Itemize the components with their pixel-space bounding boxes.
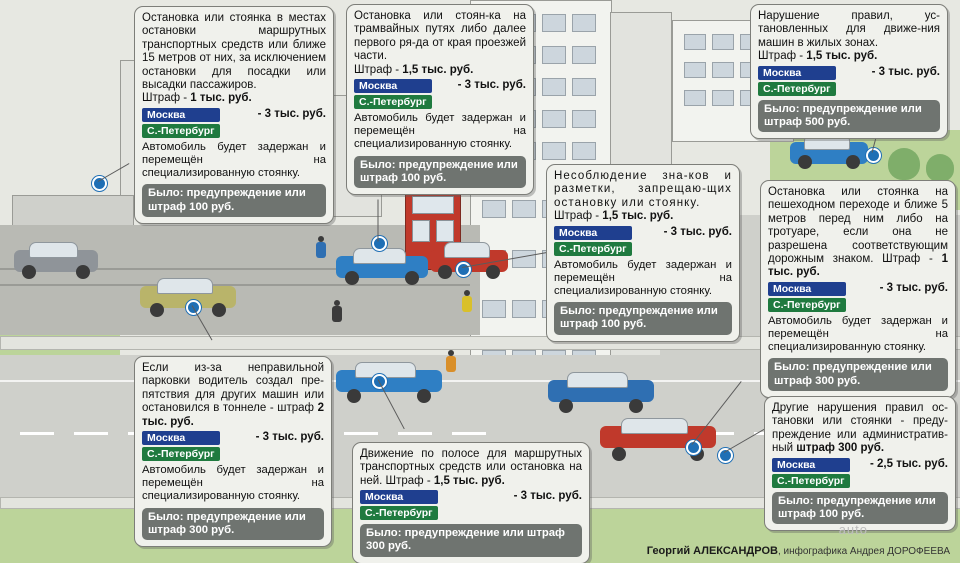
callout-tram-tracks[interactable] [346,4,534,195]
tag-moscow: Москва [360,490,438,504]
window [572,110,596,128]
callout-other-violations[interactable] [764,396,956,531]
window [572,46,596,64]
window [712,34,734,50]
fine-value: штраф 300 руб. [796,442,885,455]
fine-value: 1,5 тыс. руб. [402,63,474,76]
window [684,90,706,106]
callout-text-span: Если из-за неправильной парковки водитель создал пре-пятствия для других машин или остановился в тоннеле - штраф [142,362,324,415]
price-moscow: - 3 тыс. руб. [513,490,582,503]
city-prices [758,66,940,96]
lane-dash [452,432,486,435]
callout-text: Несоблюдение зна-ков и разметки, запрещаю-щих остановку или стоянку. [554,170,732,209]
lane-dash [20,432,54,435]
car-blue-upper [336,248,428,280]
fine-label: Штраф - [142,92,188,105]
city-prices [554,226,732,256]
car-blue-lower-left [336,362,442,398]
pedestrian [462,290,472,312]
city-prices [354,79,526,109]
marker-signs-markings[interactable] [456,262,471,277]
price-moscow: - 2,5 тыс. руб. [869,457,948,470]
callout-old-penalty: Было: предупреждение или штраф 300 руб. [360,524,582,556]
window [542,14,566,32]
fine-value: 1 тыс. руб. [190,92,252,105]
marker-public-transport-stop[interactable] [92,176,107,191]
callout-old-penalty: Было: предупреждение или штраф 300 руб. [768,358,948,390]
tag-spb: С.-Петербург [758,82,836,96]
window [712,62,734,78]
window [684,62,706,78]
tag-spb: С.-Петербург [360,506,438,520]
fine-label: Штраф - [758,50,804,63]
callout-old-penalty: Было: предупреждение или штраф 300 руб. [142,508,324,540]
window [542,46,566,64]
tram-window [412,196,454,214]
tag-moscow: Москва [142,108,220,122]
lane-dash [398,432,432,435]
callout-text [360,448,582,488]
callout-text-span: Остановка или стоянка на пешеходном переходе и ближе 5 метров перед ним либо на тротуаре, если она не разрешена соответствующим дорожным знаком. Штраф - [768,186,948,266]
window [684,34,706,50]
tag-moscow: Москва [772,458,850,472]
callout-fine-line [554,210,732,223]
callout-text: Остановка или стоянка в местах остановки маршрутных транспортных средств или ближе 15 метров от них, за исключением остановки для посадки или высадки пассажиров. [142,12,326,92]
callout-text-span: Другие нарушения правил ос-тановки или стоянки - преду-преждение или административ-ный [772,402,948,455]
window [712,90,734,106]
fine-label: Штраф - [554,210,600,223]
city-prices [360,490,582,520]
window [542,110,566,128]
leader-line [378,200,379,242]
tag-spb: С.-Петербург [354,95,432,109]
tag-spb: С.-Петербург [554,242,632,256]
window [542,78,566,96]
tree [888,148,920,180]
fine-value: 1,5 тыс. руб. [602,210,674,223]
window [512,300,536,318]
callout-text [768,186,948,280]
pedestrian [332,300,342,322]
credit-author: Георгий АЛЕКСАНДРОВ [646,545,778,557]
tag-spb: С.-Петербург [142,447,220,461]
callout-fine-line [354,64,526,77]
price-moscow: - 3 тыс. руб. [663,225,732,238]
callout-fine-line [758,50,940,63]
pedestrian [316,236,326,258]
fine-value: 1,5 тыс. руб. [806,50,878,63]
city-prices [772,458,948,488]
callout-pedestrian-crossing[interactable] [760,180,956,398]
city-prices [142,431,324,461]
callout-old-penalty: Было: предупреждение или штраф 500 руб. [758,100,940,132]
tram-window [436,220,454,242]
callout-bus-lane[interactable] [352,442,590,563]
fine-value: 1,5 тыс. руб. [433,474,505,487]
price-moscow: - 3 тыс. руб. [457,79,526,92]
callout-old-penalty: Было: предупреждение или штраф 100 руб. [772,492,948,524]
tram-window [412,220,430,242]
car-blue-lower-center [548,372,654,408]
callout-old-penalty: Было: предупреждение или штраф 100 руб. [554,302,732,334]
price-moscow: - 3 тыс. руб. [257,107,326,120]
window [512,250,536,268]
callout-text [772,402,948,456]
lane-dash [74,432,108,435]
price-moscow: - 3 тыс. руб. [879,281,948,294]
fine-value: 1 тыс. руб. [768,253,948,279]
watermark: auto [838,522,868,537]
price-moscow: - 3 тыс. руб. [871,65,940,78]
callout-residential-zone[interactable] [750,4,948,139]
city-prices [142,108,326,138]
callout-note: Автомобиль будет задержан и перемещён на специализированную стоянку. [142,140,326,180]
callout-old-penalty: Было: предупреждение или штраф 100 руб. [142,184,326,216]
marker-residential-zone[interactable] [866,148,881,163]
callout-note: Автомобиль будет задержан и перемещён на специализированную стоянку. [768,314,948,354]
tag-moscow: Москва [758,66,836,80]
window [572,78,596,96]
marker-tram-tracks[interactable] [372,236,387,251]
price-moscow: - 3 тыс. руб. [255,431,324,444]
tag-spb: С.-Петербург [142,124,220,138]
callout-note: Автомобиль будет задержан и перемещён на специализированную стоянку. [142,464,324,503]
credit-source: , инфографика Андрея ДОРОФЕЕВА [777,546,950,557]
callout-old-penalty: Было: предупреждение или штраф 100 руб. [354,156,526,188]
car-grey-top-left [14,242,98,274]
window [482,200,506,218]
window [572,14,596,32]
city-prices [768,282,948,312]
lane-dash [344,432,378,435]
credit [647,545,950,557]
callout-signs-markings[interactable] [546,164,740,342]
callout-text: Нарушение правил, ус-тановленных для движе-ния машин в жилых зонах. [758,10,940,49]
tag-moscow: Москва [768,282,846,296]
callout-text-span: Движение по полосе для маршрутных транспортных средств или остановка на ней. Штраф - [360,448,582,487]
callout-public-transport-stop[interactable] [134,6,334,224]
callout-text: Остановка или стоян-ка на трамвайных путях либо далее первого ря-да от края проезжей части. [354,10,526,63]
callout-obstruction-tunnel[interactable] [134,356,332,547]
tag-spb: С.-Петербург [772,474,850,488]
window [572,142,596,160]
tag-moscow: Москва [354,79,432,93]
callout-note: Автомобиль будет задержан и перемещён на специализированную стоянку. [554,258,732,298]
tag-moscow: Москва [142,431,220,445]
tag-spb: С.-Петербург [768,298,846,312]
callout-text [142,362,324,429]
callout-fine-line [142,92,326,105]
pedestrian [446,350,456,372]
callout-note: Автомобиль будет задержан и перемещён на специализированную стоянку. [354,112,526,151]
fine-label: Штраф - [354,63,400,76]
window [542,142,566,160]
tag-moscow: Москва [554,226,632,240]
window [512,200,536,218]
tree [926,154,954,182]
fine-value: 2 тыс. руб. [142,402,325,428]
window [482,300,506,318]
